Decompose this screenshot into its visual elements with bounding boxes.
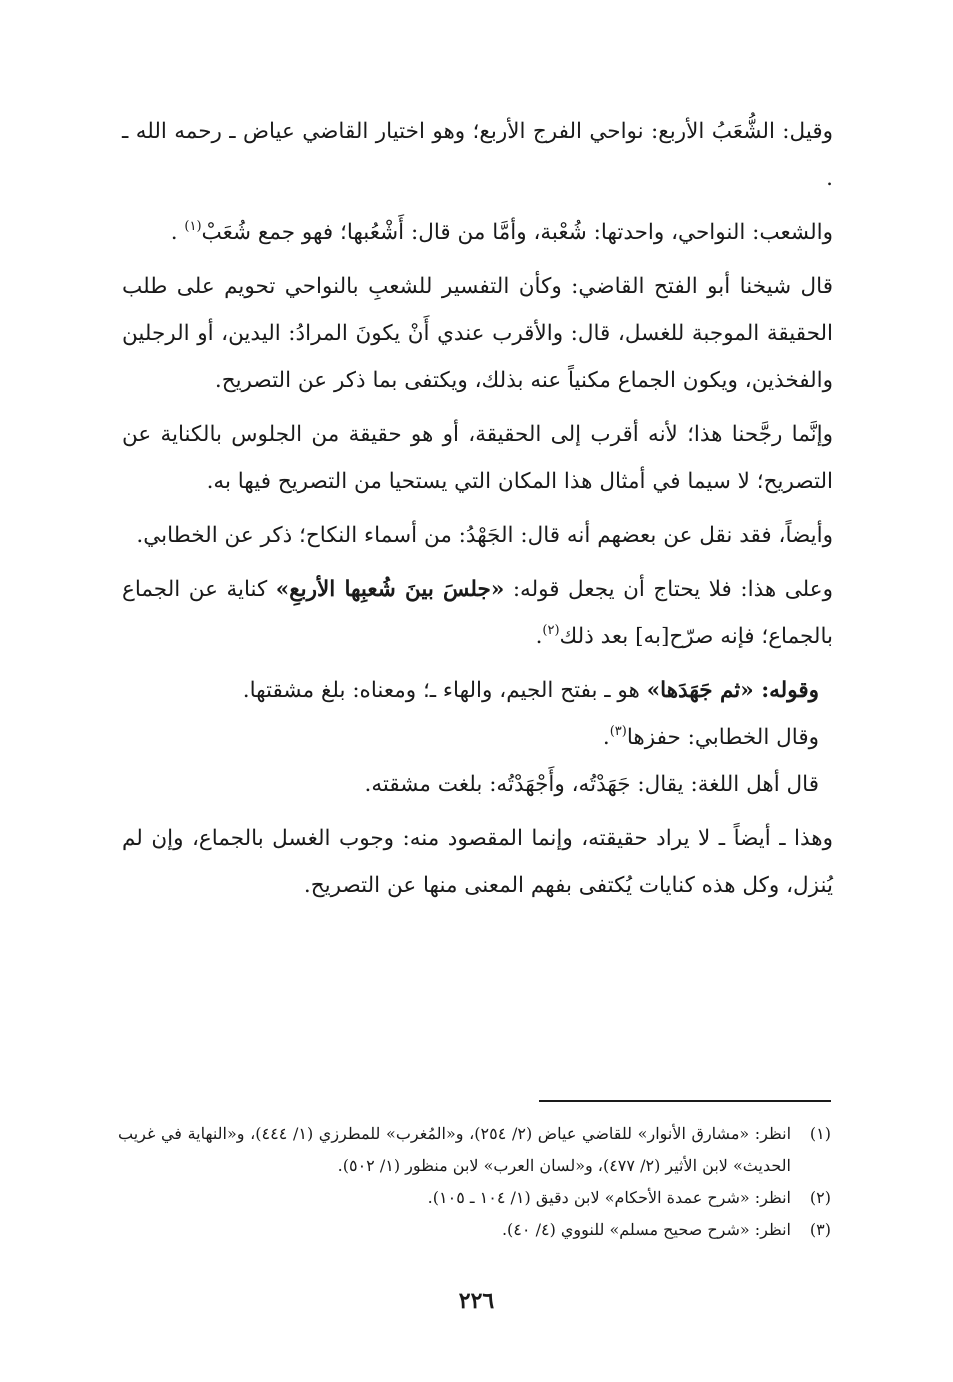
main-text — [122, 108, 833, 916]
quoted-hadith-text: وقوله: «ثم جَهَدَها» — [646, 678, 819, 703]
footnote-reference: (٣) — [609, 724, 627, 739]
footnote-reference: (١) — [184, 219, 202, 234]
paragraph-text: كناية عن الجماع بالجماع؛ فإنه صرّح[به] بعد ذلك — [122, 577, 833, 649]
paragraph-text: هو ـ بفتح الجيم، والهاء ـ؛ ومعناه: بلغ مشقتها. — [242, 678, 647, 703]
paragraph-text: والشعب: النواحي، واحدتها: شُعْبة، وأمَّا من قال: أَشْعُبها؛ فهو جمع شُعَبْ — [201, 220, 833, 245]
footnote-text: انظر: «شرح عمدة الأحكام» لابن دقيق (١/ ١٠٤ ـ ١٠٥). — [427, 1188, 791, 1207]
footnote-number: (٢) — [809, 1188, 831, 1207]
footnote — [118, 1118, 831, 1182]
paragraph-text: . — [535, 624, 543, 649]
paragraph — [122, 411, 833, 505]
footnote-separator — [539, 1100, 831, 1102]
footnote-reference: (٢) — [542, 623, 560, 638]
paragraph — [122, 667, 833, 714]
paragraph-text: . — [170, 220, 185, 245]
footnote-text: انظر: «مشارق الأنوار» للقاضي عياض (٢/ ٢٥٤)، و«المُغرب» للمطرزي (١/ ٤٤٤)، و«النهاية في غريب الحديث» لابن الأثير (٢/ ٤٧٧)، و«لسان العرب» لابن منظور (١/ ٥٠٢). — [118, 1124, 792, 1175]
page-number: ٢٢٦ — [458, 1288, 495, 1314]
paragraph — [122, 209, 833, 256]
footnote-number: (٣) — [809, 1220, 831, 1239]
footnote-number: (١) — [809, 1124, 831, 1143]
paragraph-text: وهذا ـ أيضاً ـ لا يراد حقيقته، وإنما المقصود منه: وجوب الغسل بالجماع، وإن لم يُنزل، وكل هذه كنايات يُكتفى بفهم المعنى منها عن التصريح. — [122, 826, 833, 898]
footnotes — [118, 1118, 831, 1246]
quoted-hadith-text: «جلسَ بينَ شُعبِها الأربعِ» — [275, 577, 505, 602]
paragraph-text: وعلى هذا: فلا يحتاج أن يجعل قوله: — [504, 577, 833, 602]
paragraph — [122, 108, 833, 202]
footnote — [118, 1214, 831, 1246]
paragraph-text: وقال الخطابي: حفزها — [626, 725, 819, 750]
paragraph — [122, 263, 833, 404]
paragraph — [122, 815, 833, 909]
footnote — [118, 1182, 831, 1214]
paragraph-text: قال أهل اللغة: يقال: جَهَدْتُه، وأَجْهَدْتُه: بلغت مشقته. — [364, 772, 819, 797]
paragraph — [122, 714, 833, 761]
paragraph-text: قال شيخنا أبو الفتح القاضي: وكأن التفسير للشعبِ بالنواحي تحويم على طلب الحقيقة الموجبة للغسل، قال: والأقرب عندي أَنْ يكونَ المرادُ: اليدين، أو الرجلين والفخذين، ويكون الجماع مكنياً عنه بذلك، ويكتفى بما ذكر عن التصريح. — [122, 274, 833, 393]
paragraph-text: وقيل: الشُّعَبُ الأربع: نواحي الفرج الأربع؛ وهو اختيار القاضي عياض ـ رحمه الله ـ . — [122, 119, 833, 191]
paragraph-text: وأيضاً، فقد نقل عن بعضهم أنه قال: الجَهْدُ: من أسماء النكاح؛ ذكر عن الخطابي. — [136, 523, 833, 548]
footnote-text: انظر: «شرح صحيح مسلم» للنووي (٤/ ٤٠). — [501, 1220, 791, 1239]
paragraph — [122, 566, 833, 660]
paragraph-text: . — [602, 725, 610, 750]
paragraph-text: وإنَّما رجَّحنا هذا؛ لأنه أقرب إلى الحقيقة، أو هو حقيقة من الجلوس بالكناية عن التصريح؛ لا سيما في أمثال هذا المكان التي يستحيا من التصريح فيها به. — [122, 422, 833, 494]
paragraph — [122, 512, 833, 559]
paragraph — [122, 761, 833, 808]
